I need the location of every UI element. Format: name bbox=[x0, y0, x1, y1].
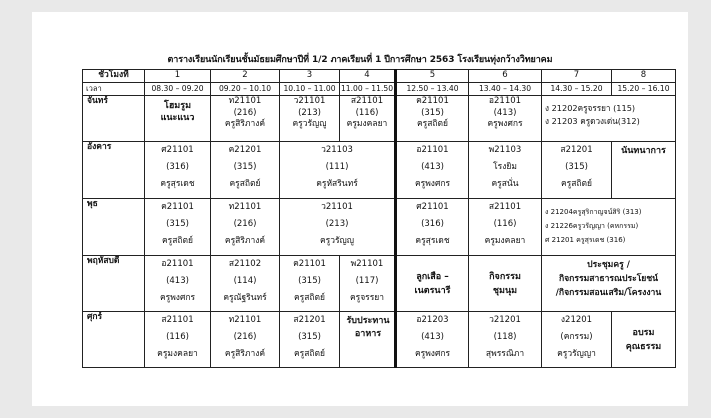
time-range: 09.20 – 10.10 bbox=[211, 83, 280, 96]
room: โรงยิม bbox=[493, 162, 517, 172]
subject-code: ง21201 bbox=[560, 315, 593, 325]
elective-entry: ง 21204ครูสุริกาญจน์สิริ (313) bbox=[545, 208, 642, 216]
period-number: 3 bbox=[280, 70, 340, 83]
schedule-cell bbox=[340, 96, 396, 142]
activity-label: กิจกรรม ชุมนุม bbox=[489, 271, 521, 296]
day-name: ศุกร์ bbox=[83, 312, 145, 368]
teacher: ครูณัฐรินทร์ bbox=[223, 293, 267, 303]
period-label: ชั่วโมงที่ bbox=[83, 70, 145, 83]
teacher: ครูมงคลยา bbox=[484, 236, 526, 246]
schedule-cell bbox=[469, 256, 542, 312]
schedule-cell bbox=[145, 256, 211, 312]
schedule-cell bbox=[340, 256, 396, 312]
subject-code: พ21101 bbox=[350, 259, 384, 269]
subject-code: ค21201 bbox=[228, 145, 262, 155]
subject-code: อ21101 bbox=[416, 145, 449, 155]
teacher: ครูสิริภางค์ bbox=[224, 349, 266, 359]
subject-code: ว21101 bbox=[321, 202, 353, 212]
period-number: 2 bbox=[211, 70, 280, 83]
schedule-cell bbox=[396, 96, 469, 142]
teacher: ครูสุรเดช bbox=[160, 179, 195, 189]
teacher: ครูสถิตย์ bbox=[293, 349, 326, 359]
time-range: 12.50 – 13.40 bbox=[396, 83, 469, 96]
room: (111) bbox=[325, 162, 349, 172]
subject-code: ส21201 bbox=[293, 315, 326, 325]
room: (213) bbox=[325, 219, 349, 229]
day-name: พุธ bbox=[83, 199, 145, 256]
room: (116) bbox=[355, 107, 379, 118]
subject-code: ส21101 bbox=[161, 315, 194, 325]
subject-code: ศ21101 bbox=[416, 202, 449, 212]
room: (116) bbox=[166, 332, 189, 342]
room: (216) bbox=[233, 107, 257, 118]
activity-label: โฮมรูม แนะแนว bbox=[160, 101, 195, 123]
teacher: ครูหัสรินทร์ bbox=[316, 179, 358, 189]
period-number: 8 bbox=[612, 70, 676, 83]
teacher: ครูมงคลยา bbox=[346, 119, 388, 129]
schedule-cell bbox=[211, 199, 280, 256]
room: (315) bbox=[166, 219, 189, 229]
room: (315) bbox=[298, 276, 321, 286]
schedule-cell bbox=[145, 96, 211, 142]
schedule-cell bbox=[612, 312, 676, 368]
room: (413) bbox=[421, 162, 444, 172]
period-number: 7 bbox=[542, 70, 612, 83]
time-row bbox=[83, 83, 676, 96]
schedule-cell bbox=[469, 142, 542, 199]
activity-label: นันทนาการ bbox=[621, 146, 666, 156]
room: (315) bbox=[233, 162, 257, 172]
period-number: 5 bbox=[396, 70, 469, 83]
elective-entry: ง 21226ครูวรัญญา (คหกรรม) bbox=[545, 222, 639, 230]
subject-code: ค21101 bbox=[161, 202, 194, 212]
teacher: ครูสถิตย์ bbox=[229, 179, 261, 189]
teacher: ครูสิริภางค์ bbox=[224, 236, 266, 246]
day-name: อังคาร bbox=[83, 142, 145, 199]
subject-code: ค21101 bbox=[293, 259, 326, 269]
teacher: ครูพงศกร bbox=[414, 349, 451, 359]
activity-line: กิจกรรมสาธารณประโยชน์ bbox=[558, 274, 659, 284]
schedule-cell-elective bbox=[542, 96, 676, 142]
schedule-cell bbox=[145, 312, 211, 368]
teacher: ครูวรัญญา bbox=[557, 349, 596, 359]
teacher: ครูสถิตย์ bbox=[560, 179, 593, 189]
schedule-cell bbox=[469, 199, 542, 256]
room: (413) bbox=[421, 332, 444, 342]
time-range: 10.10 – 11.00 bbox=[280, 83, 340, 96]
room: (413) bbox=[166, 276, 189, 286]
schedule-cell bbox=[340, 312, 396, 368]
teacher: สุพรรณิภา bbox=[485, 349, 525, 359]
elective-entry: ง 21203 ครูดวงเด่น(312) bbox=[545, 116, 640, 126]
timetable bbox=[82, 69, 676, 368]
subject-code: อ21101 bbox=[488, 96, 522, 106]
schedule-cell bbox=[211, 256, 280, 312]
room: (116) bbox=[493, 219, 517, 229]
period-number: 1 bbox=[145, 70, 211, 83]
day-name: พฤหัสบดี bbox=[83, 256, 145, 312]
room: (216) bbox=[233, 219, 257, 229]
schedule-cell-activity bbox=[542, 256, 676, 312]
room: (118) bbox=[493, 332, 517, 342]
teacher: ครูสุรเดช bbox=[415, 236, 450, 246]
room: (315) bbox=[565, 162, 588, 172]
teacher: ครูพงศกร bbox=[159, 293, 196, 303]
schedule-cell bbox=[396, 199, 469, 256]
time-range: 13.40 – 14.30 bbox=[469, 83, 542, 96]
period-number: 4 bbox=[340, 70, 396, 83]
period-number: 6 bbox=[469, 70, 542, 83]
subject-code: ท21101 bbox=[228, 315, 262, 325]
schedule-cell bbox=[542, 142, 612, 199]
activity-label: ลูกเสือ – เนตรนารี bbox=[414, 271, 451, 296]
subject-code: ค21101 bbox=[416, 96, 449, 106]
day-row-tuesday bbox=[83, 142, 676, 199]
schedule-cell bbox=[211, 142, 280, 199]
teacher: ครูสถิตย์ bbox=[161, 236, 194, 246]
room: (213) bbox=[298, 107, 321, 118]
room: (316) bbox=[166, 162, 189, 172]
schedule-cell bbox=[469, 96, 542, 142]
teacher: ครูมงคลยา bbox=[157, 349, 198, 359]
subject-code: ว21103 bbox=[321, 145, 353, 155]
subject-code: ศ21101 bbox=[161, 145, 194, 155]
teacher: ครูพงศกร bbox=[414, 179, 451, 189]
time-range: 15.20 – 16.10 bbox=[612, 83, 676, 96]
teacher: ครูจรรยา bbox=[349, 293, 385, 303]
schedule-cell bbox=[145, 199, 211, 256]
activity-label: รับประทาน อาหาร bbox=[346, 316, 390, 339]
subject-code: ส21101 bbox=[488, 202, 522, 212]
time-range: 14.30 – 15.20 bbox=[542, 83, 612, 96]
room: (315) bbox=[298, 332, 321, 342]
day-row-thursday bbox=[83, 256, 676, 312]
schedule-cell bbox=[396, 142, 469, 199]
schedule-cell bbox=[211, 312, 280, 368]
day-row-monday bbox=[83, 96, 676, 142]
teacher: ครูสถิตย์ bbox=[416, 119, 449, 129]
day-row-friday bbox=[83, 312, 676, 368]
schedule-cell bbox=[469, 312, 542, 368]
subject-code: อ21203 bbox=[416, 315, 449, 325]
time-label: เวลา bbox=[83, 83, 145, 96]
subject-code: ส21201 bbox=[560, 145, 593, 155]
period-row bbox=[83, 70, 676, 83]
schedule-cell bbox=[542, 312, 612, 368]
day-row-wednesday bbox=[83, 199, 676, 256]
subject-code: ว21101 bbox=[293, 96, 326, 106]
schedule-cell-elective bbox=[542, 199, 676, 256]
teacher: ครูสนั่น bbox=[491, 179, 519, 189]
teacher: ครูวรัญญู bbox=[292, 119, 327, 129]
room: (คกรรม) bbox=[560, 332, 593, 342]
schedule-cell bbox=[612, 142, 676, 199]
subject-code: ท21101 bbox=[228, 202, 262, 212]
elective-entry: ศ 21201 ครูสุรเดช (316) bbox=[545, 236, 626, 244]
room: (413) bbox=[493, 107, 517, 118]
subject-code: พ21103 bbox=[488, 145, 522, 155]
schedule-cell-double bbox=[280, 142, 396, 199]
time-range: 11.00 – 11.50 bbox=[340, 83, 396, 96]
schedule-cell bbox=[280, 312, 340, 368]
schedule-cell-double bbox=[280, 199, 396, 256]
schedule-cell bbox=[145, 142, 211, 199]
room: (117) bbox=[355, 276, 379, 286]
schedule-cell bbox=[396, 312, 469, 368]
room: (114) bbox=[233, 276, 257, 286]
schedule-cell bbox=[280, 256, 340, 312]
subject-code: ท21101 bbox=[228, 96, 262, 106]
teacher: ครูวรัญญู bbox=[319, 236, 355, 246]
room: (315) bbox=[421, 107, 444, 118]
activity-line: ประชุมครู / bbox=[587, 260, 630, 270]
elective-entry: ง 21202ครูจรรยา (115) bbox=[545, 103, 636, 113]
subject-code: ส21102 bbox=[228, 259, 262, 269]
activity-label: อบรม คุณธรรม bbox=[625, 327, 662, 352]
subject-code: ส21101 bbox=[350, 96, 384, 106]
time-range: 08.30 – 09.20 bbox=[145, 83, 211, 96]
teacher: ครูสถิตย์ bbox=[293, 293, 326, 303]
subject-code: ว21201 bbox=[489, 315, 521, 325]
teacher: ครูพงศกร bbox=[487, 119, 523, 129]
room: (216) bbox=[233, 332, 257, 342]
subject-code: อ21101 bbox=[161, 259, 194, 269]
room: (316) bbox=[421, 219, 444, 229]
timetable-sheet bbox=[32, 12, 688, 406]
day-name: จันทร์ bbox=[83, 96, 145, 142]
schedule-cell bbox=[396, 256, 469, 312]
schedule-cell bbox=[211, 96, 280, 142]
activity-line: /กิจกรรมสอนเสริม/โครงงาน bbox=[555, 288, 662, 298]
schedule-cell bbox=[280, 96, 340, 142]
teacher: ครูสิริภางค์ bbox=[224, 119, 266, 129]
page-title: ตารางเรียนนักเรียนชั้นมัธยมศึกษาปีที่ 1/2 ภาคเรียนที่ 1 ปีการศึกษา 2563 โรงเรียนทุ่งกว้างวิทยาคม bbox=[167, 55, 553, 65]
